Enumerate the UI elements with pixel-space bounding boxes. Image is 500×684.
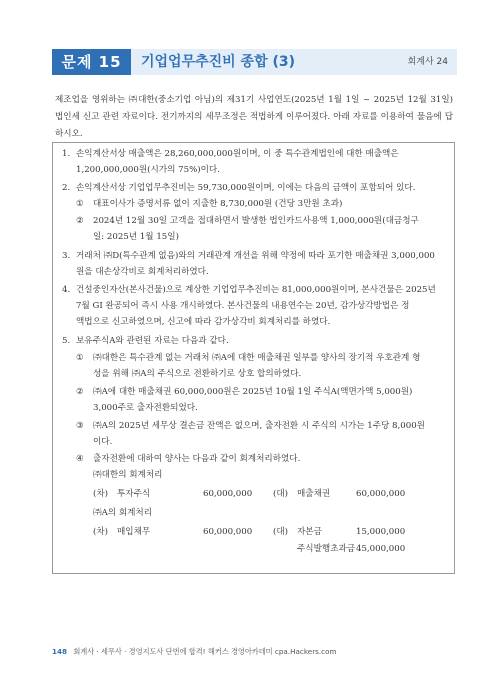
journal-dr-tag: (차) bbox=[93, 489, 109, 499]
journal-cr-tag: (대) bbox=[273, 527, 289, 537]
item-5-sub-1 bbox=[76, 350, 450, 382]
item-number: 4. bbox=[62, 285, 71, 295]
item-line: 1,200,000,000원(시가의 75%)이다. bbox=[76, 165, 220, 175]
sub-line: ㈜A의 2025년 세무상 결손금 잔액은 없으며, 출자전환 시 주식의 시가는 1주당 8,000원 bbox=[93, 421, 425, 431]
sub-line: 이다. bbox=[93, 437, 113, 447]
sub-number: ① bbox=[76, 353, 84, 363]
exam-code: 회계사 24 bbox=[407, 57, 448, 67]
sub-line: ㈜A에 대한 매출채권 60,000,000원은 2025년 10월 1일 주식A(액면가액 5,000원) bbox=[93, 387, 413, 397]
item-line: 7월 GI 완공되어 즉시 사용 개시하였다. 본사건물의 내용연수는 20년, 감가상각방법은 정 bbox=[76, 301, 410, 311]
item-5 bbox=[62, 333, 450, 349]
item-line: 손익계산서상 매출액은 28,260,000,000원이며, 이 중 특수관계법인에 대한 매출액은 bbox=[76, 149, 399, 159]
journal-dr-amount: 60,000,000 bbox=[203, 489, 253, 499]
journal-cr-account-2: 주식발행초과금 bbox=[297, 544, 356, 554]
item-5-sub-3 bbox=[76, 418, 450, 450]
item-2-sub-2 bbox=[76, 213, 450, 245]
intro-paragraph: 제조업을 영위하는 ㈜대한(중소기업 아님)의 제31기 사업연도(2025년 1월 1일 ~ 2025년 12월 31일) 법인세 신고 관련 자료이다. 전기까지의 세무조정은 적법하게 이루어졌다. 아래 자료를 이용하여 물음에 답하시오. bbox=[55, 95, 453, 139]
journal-cr-account: 매출채권 bbox=[297, 489, 331, 499]
sub-line: ㈜대한은 특수관계 없는 거래처 ㈜A에 대한 매출채권 일부를 양사의 장기적 우호관계 형 bbox=[93, 353, 421, 363]
item-line: 손익계산서상 기업업무추진비는 59,730,000원이며, 이에는 다음의 금액이 포함되어 있다. bbox=[76, 183, 416, 193]
journal-dr-amount: 60,000,000 bbox=[203, 527, 253, 537]
journal-cr-account: 자본금 bbox=[297, 527, 322, 537]
journal-cr-amount: 60,000,000 bbox=[356, 489, 406, 499]
a-journal-title: ㈜A의 회계처리 bbox=[93, 508, 153, 518]
sub-line: 출자전환에 대하여 양사는 다음과 같이 회계처리하였다. bbox=[93, 454, 301, 464]
item-number: 1. bbox=[62, 149, 71, 159]
daehan-journal-title: ㈜대한의 회계처리 bbox=[93, 470, 163, 480]
item-number: 2. bbox=[62, 183, 71, 193]
sub-line: 3,000주로 출자전환되었다. bbox=[93, 403, 198, 413]
problem-number-label: 문제 15 bbox=[52, 49, 131, 75]
problem-title: 기업업무추진비 종합 (3) bbox=[141, 54, 296, 70]
page-number: 148 bbox=[52, 647, 68, 656]
item-line: 보유주식A와 관련된 자료는 다음과 같다. bbox=[76, 336, 229, 346]
footer-text: 회계사 · 세무사 · 경영지도사 단번에 합격! 해커스 경영아카데미 cpa.Hackers.com bbox=[73, 647, 337, 656]
item-3 bbox=[62, 248, 450, 280]
item-1 bbox=[62, 146, 450, 178]
sub-number: ② bbox=[76, 216, 84, 226]
journal-dr-account: 투자주식 bbox=[117, 489, 151, 499]
journal-cr-amount-2: 45,000,000 bbox=[356, 544, 406, 554]
item-line: 액법으로 신고하였으며, 신고에 따라 감가상각비 회계처리를 하였다. bbox=[76, 317, 331, 327]
item-2 bbox=[62, 180, 450, 196]
sub-number: ① bbox=[76, 199, 84, 209]
sub-line: 대표이사가 증명서류 없이 지출한 8,730,000원 (건당 3만원 초과) bbox=[93, 199, 343, 209]
item-2-sub-1 bbox=[76, 196, 450, 212]
item-5-sub-4 bbox=[76, 451, 450, 467]
sub-line: 2024년 12월 30일 고객을 접대하면서 발생한 법인카드사용액 1,000,000원(대금청구 bbox=[93, 216, 419, 226]
item-line: 거래처 ㈜D(특수관계 없음)와의 거래관계 개선을 위해 약정에 따라 포기한 매출채권 3,000,000 bbox=[76, 251, 435, 261]
sub-line: 일: 2025년 1월 15일) bbox=[93, 232, 179, 242]
page-footer bbox=[52, 647, 337, 657]
sub-number: ③ bbox=[76, 421, 84, 431]
item-4 bbox=[62, 282, 450, 330]
item-number: 5. bbox=[62, 336, 71, 346]
journal-cr-tag: (대) bbox=[273, 489, 289, 499]
item-number: 3. bbox=[62, 251, 71, 261]
journal-dr-account: 매입채무 bbox=[117, 527, 151, 537]
sub-line: 성을 위해 ㈜A의 주식으로 전환하기로 상호 합의하였다. bbox=[93, 369, 302, 379]
sub-number: ④ bbox=[76, 454, 84, 464]
item-5-sub-2 bbox=[76, 384, 450, 416]
sub-number: ② bbox=[76, 387, 84, 397]
journal-cr-amount: 15,000,000 bbox=[356, 527, 406, 537]
item-line: 건설중인자산(본사건물)으로 계상한 기업업무추진비는 81,000,000원이며, 본사건물은 2025년 bbox=[76, 285, 436, 295]
journal-dr-tag: (차) bbox=[93, 527, 109, 537]
item-line: 원을 대손상각비로 회계처리하였다. bbox=[76, 267, 209, 277]
